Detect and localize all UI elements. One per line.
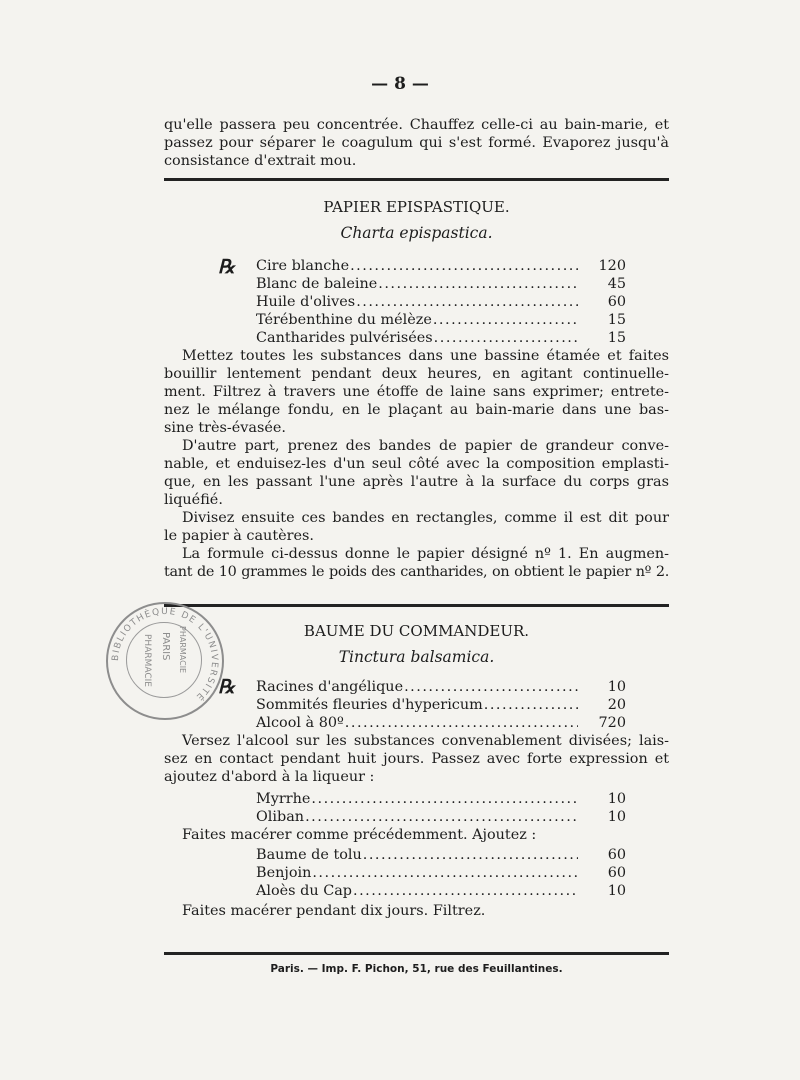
ingredient-name: Blanc de baleine xyxy=(256,276,378,292)
text-line: que, en les passant l'une après l'autre à la surface du corps gras xyxy=(164,474,669,490)
ingredient-name: Myrrhe xyxy=(256,791,311,807)
text-line: D'autre part, prenez des bandes de papier de grandeur conve- xyxy=(182,438,669,454)
ingredient-qty: 10 xyxy=(607,791,626,807)
text-line: le papier à cautères. xyxy=(164,528,314,544)
ingredient-row xyxy=(256,808,626,826)
instructions-block xyxy=(164,732,669,786)
ingredient-row xyxy=(256,846,626,864)
stamp-text-left: PHARMACIE xyxy=(142,634,152,687)
ingredient-list xyxy=(256,790,626,826)
ingredient-qty: 60 xyxy=(607,865,626,881)
text-line: ajoutez d'abord à la liqueur : xyxy=(164,769,375,785)
ingredient-list xyxy=(256,678,626,732)
section-divider xyxy=(164,604,669,607)
text-line: Mettez toutes les substances dans une bassine étamée et faites xyxy=(182,348,669,364)
ingredient-name: Baume de tolu xyxy=(256,847,362,863)
ingredient-row xyxy=(256,329,626,347)
ingredient-name: Aloès du Cap xyxy=(256,883,352,899)
ingredient-row xyxy=(256,696,626,714)
instructions-block xyxy=(164,347,669,581)
ingredient-name: Térébenthine du mélèze xyxy=(256,312,432,328)
ingredient-row xyxy=(256,293,626,311)
ingredient-qty: 120 xyxy=(598,258,626,274)
text-line: Faites macérer comme précédemment. Ajoutez : xyxy=(182,827,537,843)
text-line: Faites macérer pendant dix jours. Filtrez. xyxy=(182,903,486,919)
ingredient-name: Sommités fleuries d'hypericum xyxy=(256,697,483,713)
ingredient-name: Alcool à 80º xyxy=(256,715,344,731)
ingredient-list xyxy=(256,846,626,900)
text-line: Divisez ensuite ces bandes en rectangles, comme il est dit pour xyxy=(182,510,669,526)
ingredient-qty: 15 xyxy=(607,312,626,328)
instructions-block xyxy=(164,902,669,920)
text-line: nez le mélange fondu, en le plaçant au bain-marie dans une bas- xyxy=(164,402,669,418)
intro-paragraph xyxy=(164,116,669,170)
section-latin-title: Charta epispastica. xyxy=(340,224,493,242)
ingredient-row xyxy=(256,311,626,329)
ingredient-row xyxy=(256,790,626,808)
section-title: PAPIER EPISPASTIQUE. xyxy=(323,198,510,216)
text-line: tant de 10 grammes le poids des cantharides, on obtient le papier nº 2. xyxy=(164,564,669,580)
instructions-block xyxy=(164,826,669,844)
ingredient-row xyxy=(256,882,626,900)
ingredient-row xyxy=(256,864,626,882)
ingredient-qty: 10 xyxy=(607,679,626,695)
ingredient-name: Huile d'olives xyxy=(256,294,356,310)
ingredient-list xyxy=(256,257,626,347)
text-line: liquéfié. xyxy=(164,492,223,508)
ingredient-name: Cire blanche xyxy=(256,258,350,274)
text-line: qu'elle passera peu concentrée. Chauffez celle-ci au bain-marie, et xyxy=(164,117,669,133)
text-line: passez pour séparer le coagulum qui s'est formé. Evaporez jusqu'à xyxy=(164,135,669,151)
ingredient-qty: 10 xyxy=(607,883,626,899)
text-line: ment. Filtrez à travers une étoffe de laine sans exprimer; entrete- xyxy=(164,384,669,400)
ingredient-row xyxy=(256,275,626,293)
ingredient-qty: 720 xyxy=(598,715,626,731)
section-divider xyxy=(164,178,669,181)
text-line: nable, et enduisez-les d'un seul côté avec la composition emplasti- xyxy=(164,456,669,472)
text-line: sez en contact pendant huit jours. Passez avec forte expression et xyxy=(164,751,669,767)
text-line: Versez l'alcool sur les substances convenablement divisées; lais- xyxy=(182,733,669,749)
text-line: La formule ci-dessus donne le papier désigné nº 1. En augmen- xyxy=(182,546,669,562)
ingredient-qty: 45 xyxy=(607,276,626,292)
stamp-ring-label: BIBLIOTHÈQUE DE L'UNIVERSITÉ xyxy=(110,606,220,703)
ingredient-name: Cantharides pulvérisées xyxy=(256,330,433,346)
printer-imprint: Paris. — Imp. F. Pichon, 51, rue des Feuillantines. xyxy=(270,963,563,975)
ingredient-qty: 15 xyxy=(607,330,626,346)
footer-divider xyxy=(164,952,669,955)
text-line: bouillir lentement pendant deux heures, en agitant continuelle- xyxy=(164,366,669,382)
page-number: — 8 — xyxy=(371,74,429,94)
ingredient-name: Oliban xyxy=(256,809,305,825)
stamp-text-center: PARIS xyxy=(160,632,171,661)
ingredient-qty: 20 xyxy=(607,697,626,713)
stamp-text-right: PHARMACIE xyxy=(178,626,187,674)
ingredient-row xyxy=(256,678,626,696)
ingredient-qty: 10 xyxy=(607,809,626,825)
ingredient-row xyxy=(256,257,626,275)
ingredient-qty: 60 xyxy=(607,847,626,863)
text-line: consistance d'extrait mou. xyxy=(164,153,357,169)
ingredient-row xyxy=(256,714,626,732)
section-latin-title: Tinctura balsamica. xyxy=(338,648,495,666)
recipe-symbol: ℞ xyxy=(218,676,236,698)
text-line: sine très-évasée. xyxy=(164,420,286,436)
section-title: BAUME DU COMMANDEUR. xyxy=(303,622,530,640)
ingredient-qty: 60 xyxy=(607,294,626,310)
recipe-symbol: ℞ xyxy=(218,256,236,278)
ingredient-name: Racines d'angélique xyxy=(256,679,404,695)
ingredient-name: Benjoin xyxy=(256,865,312,881)
